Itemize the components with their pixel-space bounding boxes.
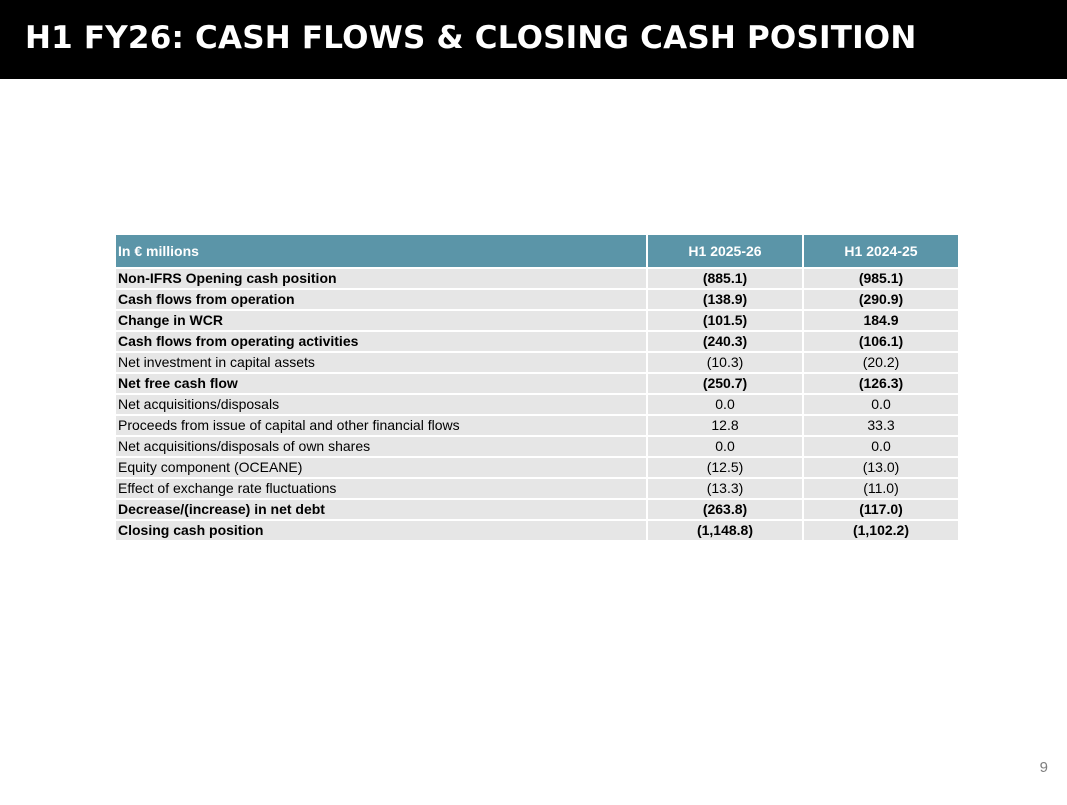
header-h1-2024-25: H1 2024-25 [803,234,959,268]
header-h1-2025-26: H1 2025-26 [647,234,803,268]
row-label: Closing cash position [115,520,647,541]
row-label: Cash flows from operation [115,289,647,310]
value-h1-2025-26: (263.8) [647,499,803,520]
row-label: Net acquisitions/disposals of own shares [115,436,647,457]
header-units: In € millions [115,234,647,268]
value-h1-2024-25: (11.0) [803,478,959,499]
value-h1-2024-25: 0.0 [803,436,959,457]
value-h1-2024-25: (126.3) [803,373,959,394]
cash-flow-table [114,233,960,542]
value-h1-2025-26: (1,148.8) [647,520,803,541]
value-h1-2025-26: 0.0 [647,394,803,415]
value-h1-2024-25: (13.0) [803,457,959,478]
row-label: Decrease/(increase) in net debt [115,499,647,520]
value-h1-2025-26: (12.5) [647,457,803,478]
table-row [115,352,959,373]
row-label: Net investment in capital assets [115,352,647,373]
value-h1-2024-25: 33.3 [803,415,959,436]
row-label: Net acquisitions/disposals [115,394,647,415]
row-label: Net free cash flow [115,373,647,394]
table-row [115,457,959,478]
title-bar [0,0,1067,79]
row-label: Cash flows from operating activities [115,331,647,352]
value-h1-2024-25: (20.2) [803,352,959,373]
table-body [115,268,959,541]
row-label: Proceeds from issue of capital and other financial flows [115,415,647,436]
row-label: Change in WCR [115,310,647,331]
value-h1-2025-26: (10.3) [647,352,803,373]
table-row [115,478,959,499]
table-row [115,373,959,394]
table-row [115,415,959,436]
value-h1-2025-26: (240.3) [647,331,803,352]
table-row [115,289,959,310]
value-h1-2025-26: (885.1) [647,268,803,289]
value-h1-2024-25: (290.9) [803,289,959,310]
table-row [115,268,959,289]
table-row [115,436,959,457]
value-h1-2024-25: (117.0) [803,499,959,520]
value-h1-2025-26: (13.3) [647,478,803,499]
table-row [115,331,959,352]
table-row [115,394,959,415]
row-label: Effect of exchange rate fluctuations [115,478,647,499]
value-h1-2024-25: (985.1) [803,268,959,289]
table-header-row [115,234,959,268]
value-h1-2025-26: (250.7) [647,373,803,394]
page-number: 9 [1039,759,1048,776]
value-h1-2025-26: 12.8 [647,415,803,436]
table-row [115,499,959,520]
table-row [115,310,959,331]
value-h1-2025-26: (138.9) [647,289,803,310]
value-h1-2024-25: (106.1) [803,331,959,352]
value-h1-2025-26: 0.0 [647,436,803,457]
value-h1-2024-25: 0.0 [803,394,959,415]
value-h1-2025-26: (101.5) [647,310,803,331]
row-label: Equity component (OCEANE) [115,457,647,478]
value-h1-2024-25: (1,102.2) [803,520,959,541]
table-row [115,520,959,541]
slide-title: H1 FY26: CASH FLOWS & CLOSING CASH POSITION [25,20,917,56]
value-h1-2024-25: 184.9 [803,310,959,331]
row-label: Non-IFRS Opening cash position [115,268,647,289]
